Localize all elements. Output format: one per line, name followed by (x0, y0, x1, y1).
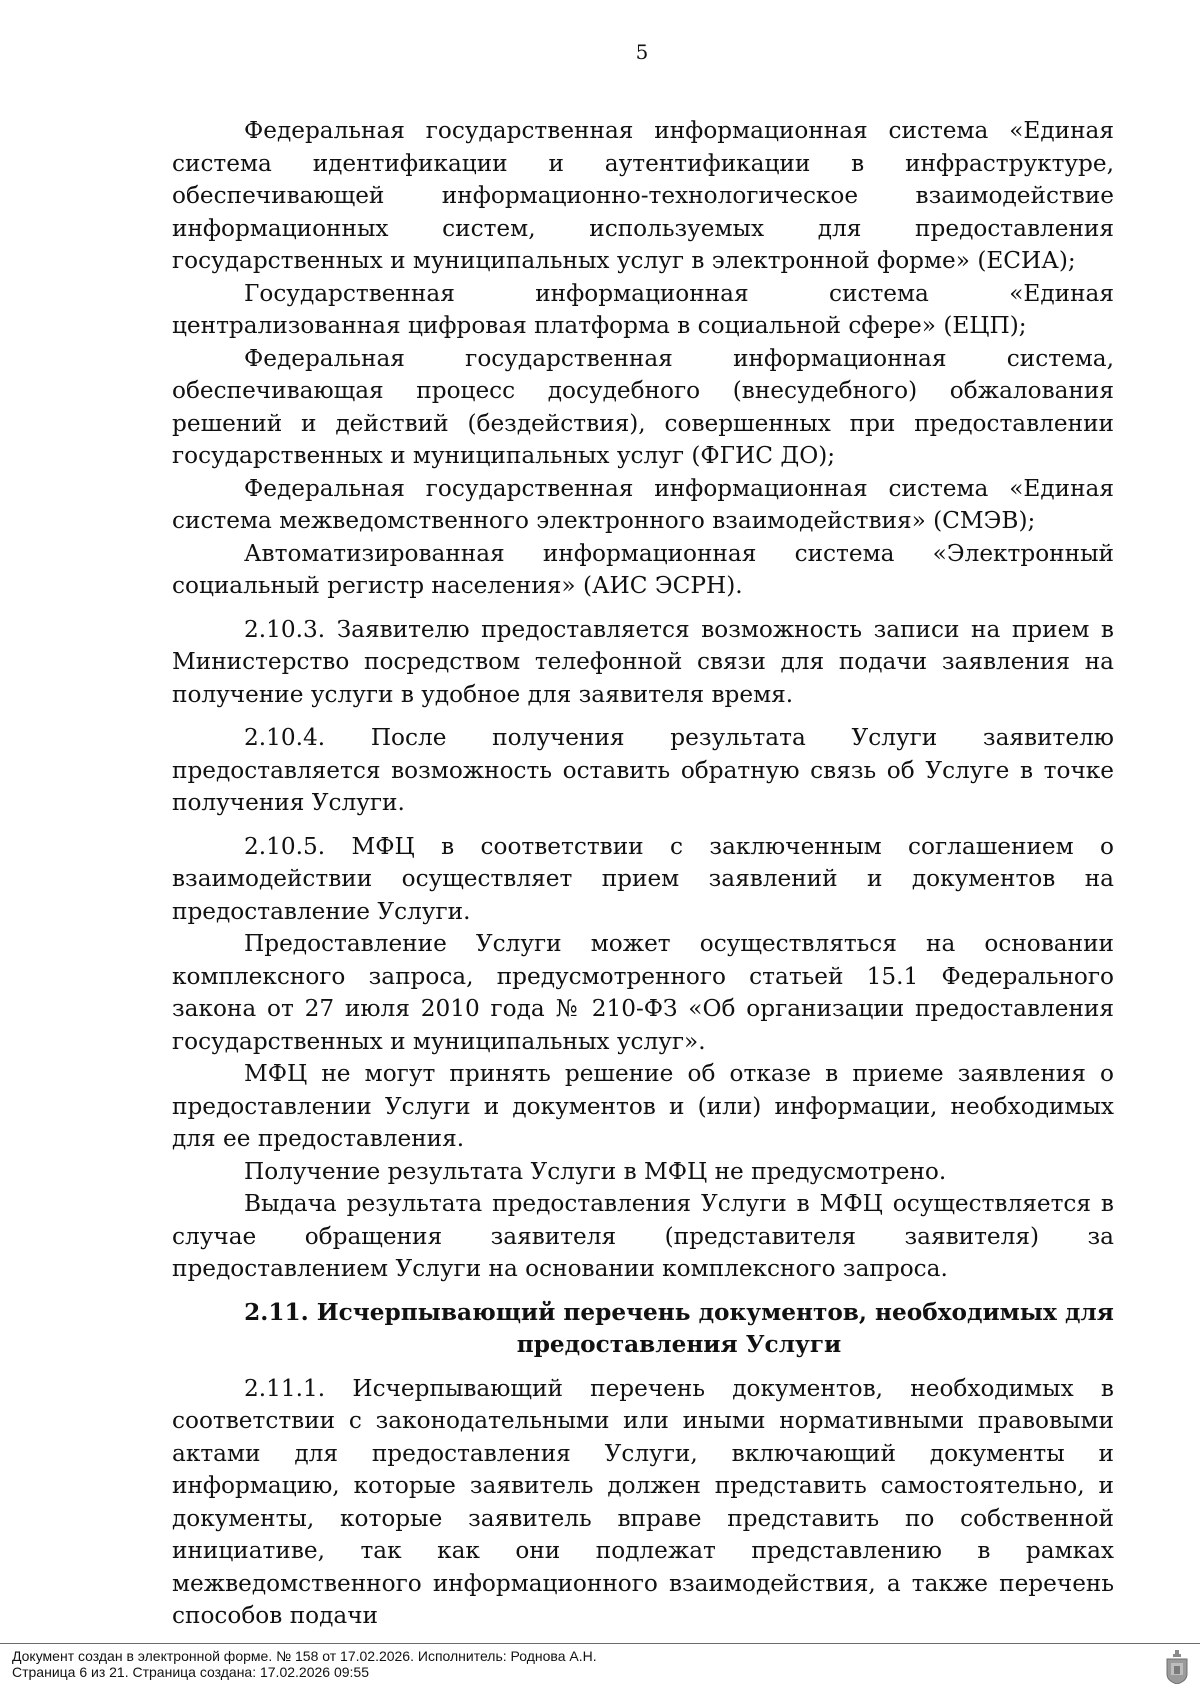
paragraph-complex-request: Предоставление Услуги может осуществляться на основании комплексного запроса, предусмотренного статьей 15.1 Федерального закона от 27 июля 2010 года № 210-ФЗ «Об организации предоставления государственных и муниципальных услуг». (172, 930, 1114, 1055)
coat-of-arms-icon (1166, 1650, 1188, 1684)
document-footer (12, 1648, 597, 1680)
paragraph-ecp: Государственная информационная система «Единая централизованная цифровая платформа в социальной сфере» (ЕЦП); (172, 279, 1114, 339)
paragraph-2-11-1: 2.11.1. Исчерпывающий перечень документов, необходимых в соответствии с законодательными или иными нормативными правовыми актами для предоставления Услуги, включающий документы и информацию, которые заявитель должен представить самостоятельно, и документы, которые заявитель вправе представить по собственной инициативе, так как они подлежат представлению в рамках межведомственного информационного взаимодействия, а также перечень способов подачи (172, 1374, 1114, 1629)
footer-divider (0, 1643, 1200, 1644)
paragraph-2-10-3: 2.10.3. Заявителю предоставляется возможность записи на прием в Министерство посредством телефонной связи для подачи заявления на получение услуги в удобное для заявителя время. (172, 615, 1114, 708)
paragraph-mfc-no-refusal: МФЦ не могут принять решение об отказе в приеме заявления о предоставлении Услуги и документов и (или) информации, необходимых для ее предоставления. (172, 1060, 1114, 1152)
document-body (172, 115, 1114, 1633)
paragraph-esia: Федеральная государственная информационная система «Единая система идентификации и аутентификации в инфраструктуре, обеспечивающей информационно-технологическое взаимодействие информационных систем, используемых для предоставления государственных и муниципальных услуг в электронной форме» (ЕСИА); (172, 117, 1114, 274)
paragraph-mfc-result-not-provided: Получение результата Услуги в МФЦ не предусмотрено. (244, 1157, 947, 1185)
section-heading-line-1: 2.11. Исчерпывающий перечень документов, необходимых для (244, 1298, 1114, 1326)
paragraph-ais-esrn: Автоматизированная информационная система «Электронный социальный регистр населения» (АИС ЭСРН). (172, 539, 1114, 599)
section-heading-2-11 (172, 1297, 1114, 1362)
paragraph-smev: Федеральная государственная информационная система «Единая система межведомственного электронного взаимодействия» (СМЭВ); (172, 474, 1114, 534)
footer-document-info: Документ создан в электронной форме. № 158 от 17.02.2026. Исполнитель: Роднова А.Н. (12, 1648, 597, 1664)
footer-page-info: Страница 6 из 21. Страница создана: 17.02.2026 09:55 (12, 1664, 369, 1680)
paragraph-2-10-4: 2.10.4. После получения результата Услуги заявителю предоставляется возможность оставить обратную связь об Услуге в точке получения Услуги. (172, 724, 1114, 816)
paragraph-2-10-5: 2.10.5. МФЦ в соответствии с заключенным соглашением о взаимодействии осуществляет прием заявлений и документов на предоставление Услуги. (172, 832, 1114, 925)
section-heading-line-2: предоставления Услуги (516, 1331, 842, 1358)
paragraph-fgis-do: Федеральная государственная информационная система, обеспечивающая процесс досудебного (внесудебного) обжалования решений и действий (бездействия), совершенных при предоставлении государственных и муниципальных услуг (ФГИС ДО); (172, 344, 1114, 469)
paragraph-mfc-issuance: Выдача результата предоставления Услуги в МФЦ осуществляется в случае обращения заявителя (представителя заявителя) за предоставлением Услуги на основании комплексного запроса. (172, 1190, 1114, 1282)
page-number: 5 (635, 40, 649, 64)
